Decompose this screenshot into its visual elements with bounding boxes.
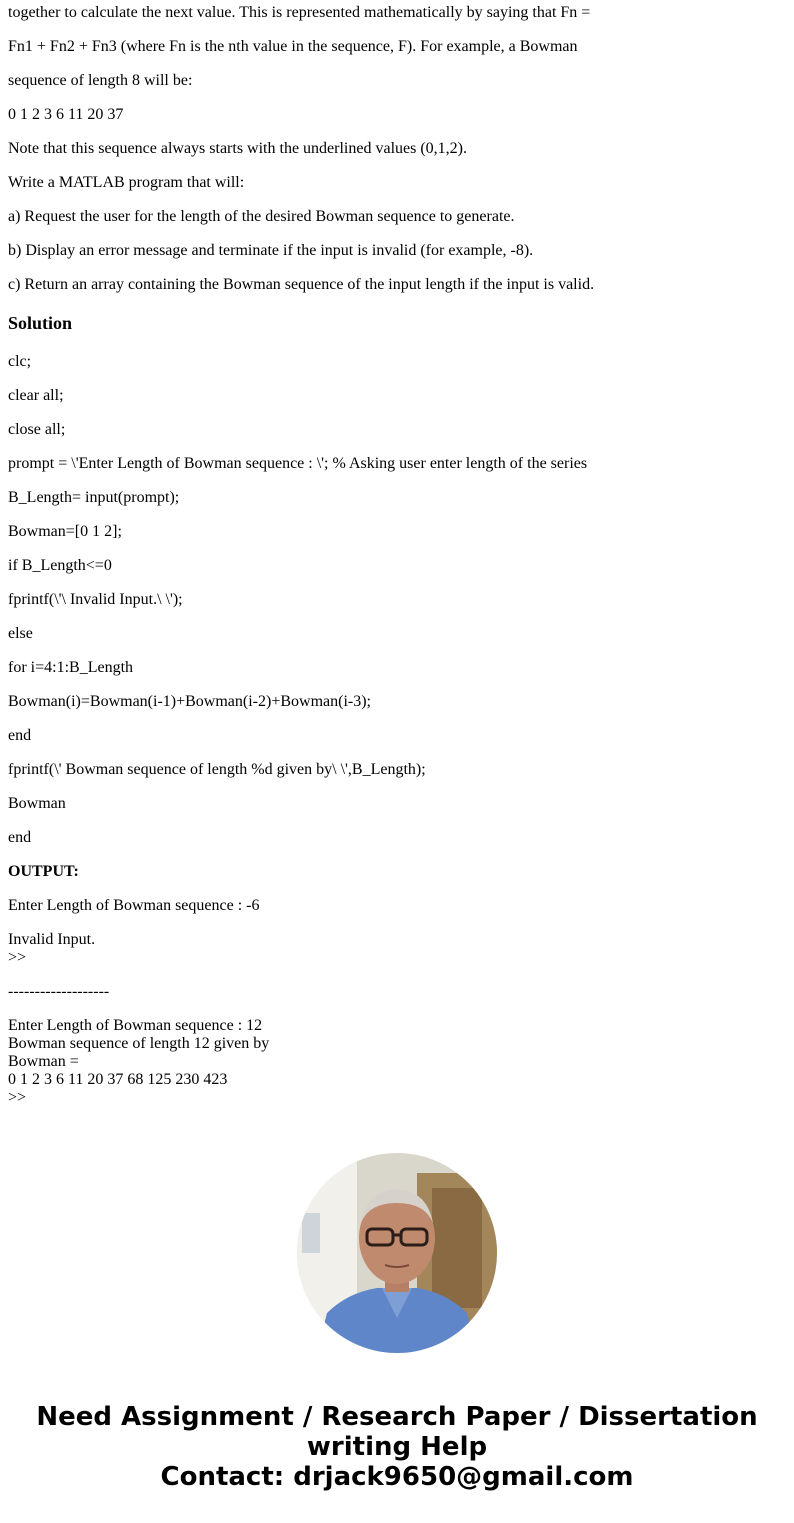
output-line: >> (8, 1089, 27, 1106)
question-line: Note that this sequence always starts with the underlined values (0,1,2). (8, 140, 467, 157)
code-line: for i=4:1:B_Length (8, 659, 134, 676)
output-line: 0 1 2 3 6 11 20 37 68 125 230 423 (8, 1071, 228, 1088)
output-line: Invalid Input. (8, 931, 96, 948)
question-line: Fn1 + Fn2 + Fn3 (where Fn is the nth value in the sequence, F). For example, a Bowman (8, 38, 578, 55)
code-line: B_Length= input(prompt); (8, 489, 180, 506)
requirement-b: b) Display an error message and terminate if the input is invalid (for example, -8). (8, 242, 534, 259)
code-line: fprintf(\'\ Invalid Input.\ \'); (8, 591, 183, 608)
code-line: if B_Length<=0 (8, 557, 112, 574)
code-line: else (8, 625, 33, 642)
question-line: together to calculate the next value. This is represented mathematically by saying that Fn = (8, 4, 591, 21)
code-line: fprintf(\' Bowman sequence of length %d given by\ \',B_Length); (8, 761, 426, 778)
solution-heading: Solution (8, 313, 73, 333)
requirement-c: c) Return an array containing the Bowman sequence of the input length if the input is valid. (8, 276, 595, 293)
code-line: end (8, 727, 32, 744)
output-line: >> (8, 949, 27, 966)
footer-line: Need Assignment / Research Paper / Dissertation (36, 1402, 758, 1432)
output-label: OUTPUT: (8, 863, 79, 880)
contact-line: Contact: drjack9650@gmail.com (160, 1462, 634, 1492)
output-line: Bowman = (8, 1053, 79, 1070)
output-separator: ------------------- (8, 983, 110, 1000)
code-line: clear all; (8, 387, 64, 404)
code-line: close all; (8, 421, 66, 438)
example-sequence: 0 1 2 3 6 11 20 37 (8, 106, 124, 123)
author-avatar (297, 1153, 497, 1353)
footer-line: writing Help (306, 1432, 488, 1462)
question-line: sequence of length 8 will be: (8, 72, 193, 89)
code-line: prompt = \'Enter Length of Bowman sequence : \'; % Asking user enter length of the series (8, 455, 588, 472)
requirement-a: a) Request the user for the length of the desired Bowman sequence to generate. (8, 208, 515, 225)
output-prompt: Enter Length of Bowman sequence : -6 (8, 897, 260, 914)
footer-banner (0, 1402, 794, 1492)
code-line: end (8, 829, 32, 846)
output-line: Bowman sequence of length 12 given by (8, 1035, 270, 1052)
code-line: Bowman(i)=Bowman(i-1)+Bowman(i-2)+Bowman(i-3); (8, 693, 371, 710)
code-line: Bowman=[0 1 2]; (8, 523, 122, 540)
code-line: clc; (8, 353, 32, 370)
code-line: Bowman (8, 795, 66, 812)
question-line: Write a MATLAB program that will: (8, 174, 245, 191)
output-line: Enter Length of Bowman sequence : 12 (8, 1017, 263, 1034)
